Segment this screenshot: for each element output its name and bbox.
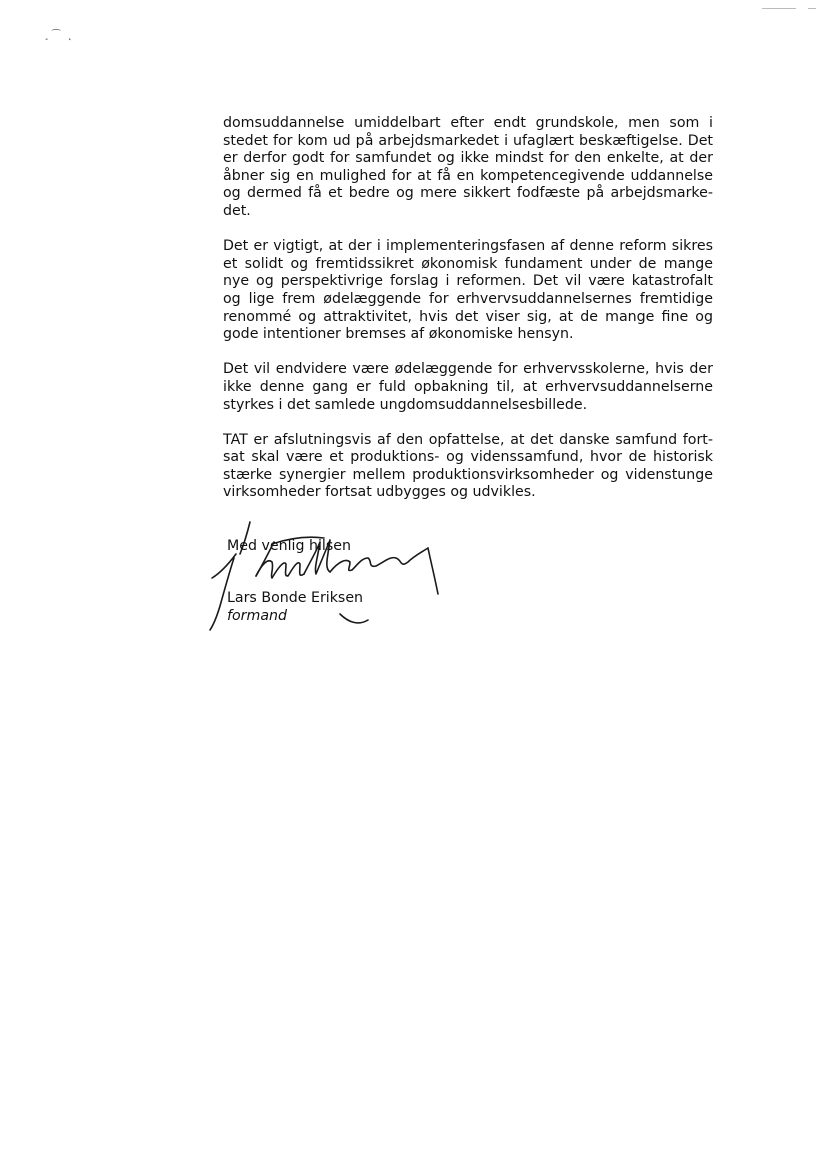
text-line: åbner sig en mulighed for at få en kompetencegivende uddannelse: [223, 167, 713, 184]
closing-greeting: Med venlig hilsen: [227, 538, 351, 554]
text-line: et solidt og fremtidssikret økonomisk fundament under de mange: [223, 255, 713, 272]
text-line: virksomheder fortsat udbygges og udvikles.: [223, 484, 536, 501]
handwritten-signature: [200, 518, 450, 633]
scan-mark-top-right: [762, 8, 822, 10]
text-line: det.: [223, 202, 251, 219]
text-line: domsuddannelse umiddelbart efter endt grundskole, men som i: [223, 115, 713, 131]
scan-mark-top-left: ¸ ͡ ˛: [44, 30, 77, 41]
text-line: stærke synergier mellem produktionsvirksomheder og videnstunge: [223, 466, 713, 483]
text-line: nye og perspektivrige forslag i reformen. Det vil være katastrofalt: [223, 273, 713, 290]
text-line: stedet for kom ud på arbejdsmarkedet i ufaglært beskæftigelse. Det: [223, 132, 713, 149]
paragraph: [223, 115, 713, 221]
text-line: og dermed få et bedre og mere sikkert fodfæste på arbejdsmarke-: [223, 185, 713, 202]
text-line: renommé og attraktivitet, hvis det viser sig, at de mange fine og: [223, 308, 713, 325]
text-line: og lige frem ødelæggende for erhvervsuddannelsernes fremtidige: [223, 290, 713, 307]
paragraph: [223, 432, 713, 502]
signer-title: formand: [227, 608, 288, 624]
text-line: Det er vigtigt, at der i implementeringsfasen af denne reform sikres: [223, 238, 713, 255]
letter-body: [223, 115, 713, 520]
text-line: styrkes i det samlede ungdomsuddannelsesbillede.: [223, 396, 588, 413]
signer-name: Lars Bonde Eriksen: [227, 590, 364, 606]
text-line: er derfor godt for samfundet og ikke mindst for den enkelte, at der: [223, 150, 713, 167]
text-line: ikke denne gang er fuld opbakning til, at erhvervsuddannelserne: [223, 378, 713, 395]
text-line: gode intentioner bremses af økonomiske hensyn.: [223, 326, 574, 343]
text-line: TAT er afslutningsvis af den opfattelse, at det danske samfund fort-: [223, 431, 713, 448]
paragraph: [223, 361, 713, 414]
text-line: Det vil endvidere være ødelæggende for erhvervsskolerne, hvis der: [223, 361, 713, 378]
text-line: sat skal være et produktions- og videnssamfund, hvor de historisk: [223, 449, 713, 466]
paragraph: [223, 238, 713, 344]
